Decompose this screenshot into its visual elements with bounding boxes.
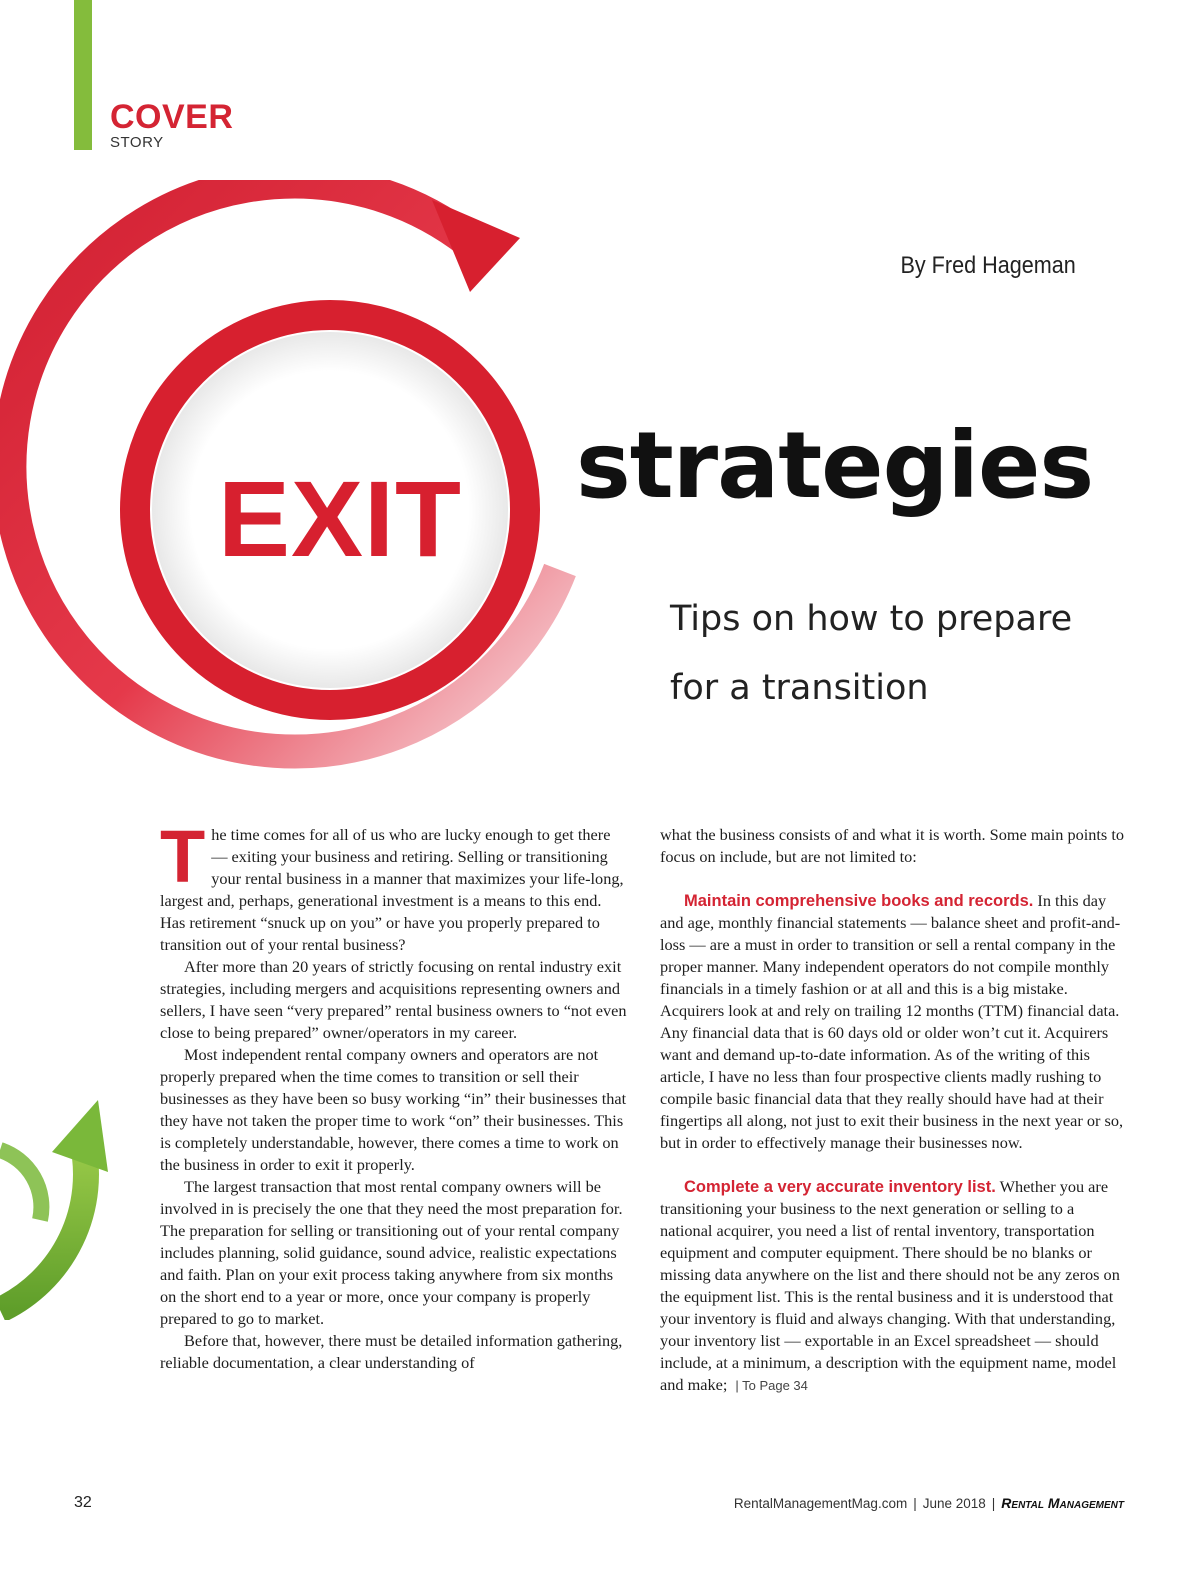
article-text: he time comes for all of us who are lucky enough to get there — exiting your business and retiring. Selling or transitioning your rental business in a manner that maximizes your life-long, largest and, perhaps, generational investment is a means to this end. Has retirement “snuck up on you” or have you properly prepared to transition out of your rental business?	[160, 825, 624, 954]
footer-magazine: Rental Management	[1001, 1495, 1124, 1511]
article-column-left	[160, 815, 628, 1374]
section-sublabel: STORY	[110, 134, 164, 151]
continued-link[interactable]: | To Page 34	[735, 1378, 808, 1393]
footer-info	[734, 1495, 1124, 1511]
subtitle-line-2: for a transition	[670, 668, 929, 708]
exit-art-word: EXIT	[217, 458, 463, 579]
subhead-inventory-list: Complete a very accurate inventory list.	[684, 1178, 996, 1196]
article-text: Whether you are transitioning your business to the next generation or selling to a national acquirer, you need a list of rental inventory, transportation equipment and computer equipment. There should be no blanks or missing data anywhere on the list and there should not be any zeros on the equipment list. This is the rental business and it is understood that your inventory is fluid and always changing. With that understanding, your inventory list — exportable in an Excel spreadsheet — should include, at a minimum, a description with the equipment name, model and make;	[660, 1177, 1120, 1394]
article-paragraph: Before that, however, there must be detailed information gathering, reliable documentation, a clear understanding of	[160, 1331, 623, 1372]
headline: strategies	[576, 412, 1094, 519]
footer-issue: June 2018	[922, 1496, 986, 1511]
section-label: COVER	[110, 98, 234, 136]
footer-site: RentalManagementMag.com	[733, 1496, 908, 1511]
subhead-books-records: Maintain comprehensive books and records.	[684, 892, 1034, 910]
byline: By Fred Hageman	[900, 252, 1076, 279]
article-paragraph	[660, 890, 1128, 1154]
article-text: In this day and age, monthly financial statements — balance sheet and profit-and-loss — are a must in order to transition or sell a rental company in the proper manner. Many independent operators do not compile monthly financials in a timely fashion or at all and this is a big mistake. Acquirers look at and rely on trailing 12 months (TTM) financial data. Any financial data that is 60 days old or older won’t cut it. Acquirers want and demand up-to-date information. As of the writing of this article, I have no less than four prospective clients madly rushing to compile basic financial data that they really should have had at their fingertips all along, not just to exit their business in the next year or so, but in order to effectively manage their businesses now.	[660, 891, 1124, 1152]
footer-separator: |	[991, 1496, 996, 1511]
subtitle-line-1: Tips on how to prepare	[670, 599, 1073, 639]
subtitle	[670, 585, 1072, 723]
section-color-bar	[74, 0, 92, 150]
footer-separator: |	[913, 1496, 917, 1511]
page-number: 32	[74, 1494, 92, 1511]
drop-cap: T	[160, 815, 206, 898]
article-paragraph	[160, 815, 628, 956]
article-paragraph: Most independent rental company owners and operators are not properly prepared when the time comes to transition or sell their businesses as they have been so busy working “in” their businesses that they have not taken the proper time to work “on” their businesses. This is completely understandable, however, there comes a time to work on the business in order to exit it properly.	[160, 1045, 627, 1174]
article-paragraph	[660, 1176, 1128, 1397]
article-paragraph: After more than 20 years of strictly focusing on rental industry exit strategies, including mergers and acquisitions representing owners and sellers, I have seen “very prepared” rental business owners to “not even close to being prepared” owner/operators in my career.	[160, 957, 627, 1042]
article-paragraph: The largest transaction that most rental company owners will be involved in is precisely the one that they need the most preparation for. The preparation for selling or transitioning out of your rental company includes planning, solid guidance, sound advice, realistic expectations and faith. Plan on your exit process taking anywhere from six months on the short end to a year or more, once your company is properly prepared to go to market.	[160, 1177, 623, 1328]
green-arrow-graphic	[0, 1080, 130, 1320]
article-column-right	[660, 824, 1128, 1397]
article-paragraph: what the business consists of and what it is worth. Some main points to focus on include, but are not limited to:	[660, 825, 1124, 866]
